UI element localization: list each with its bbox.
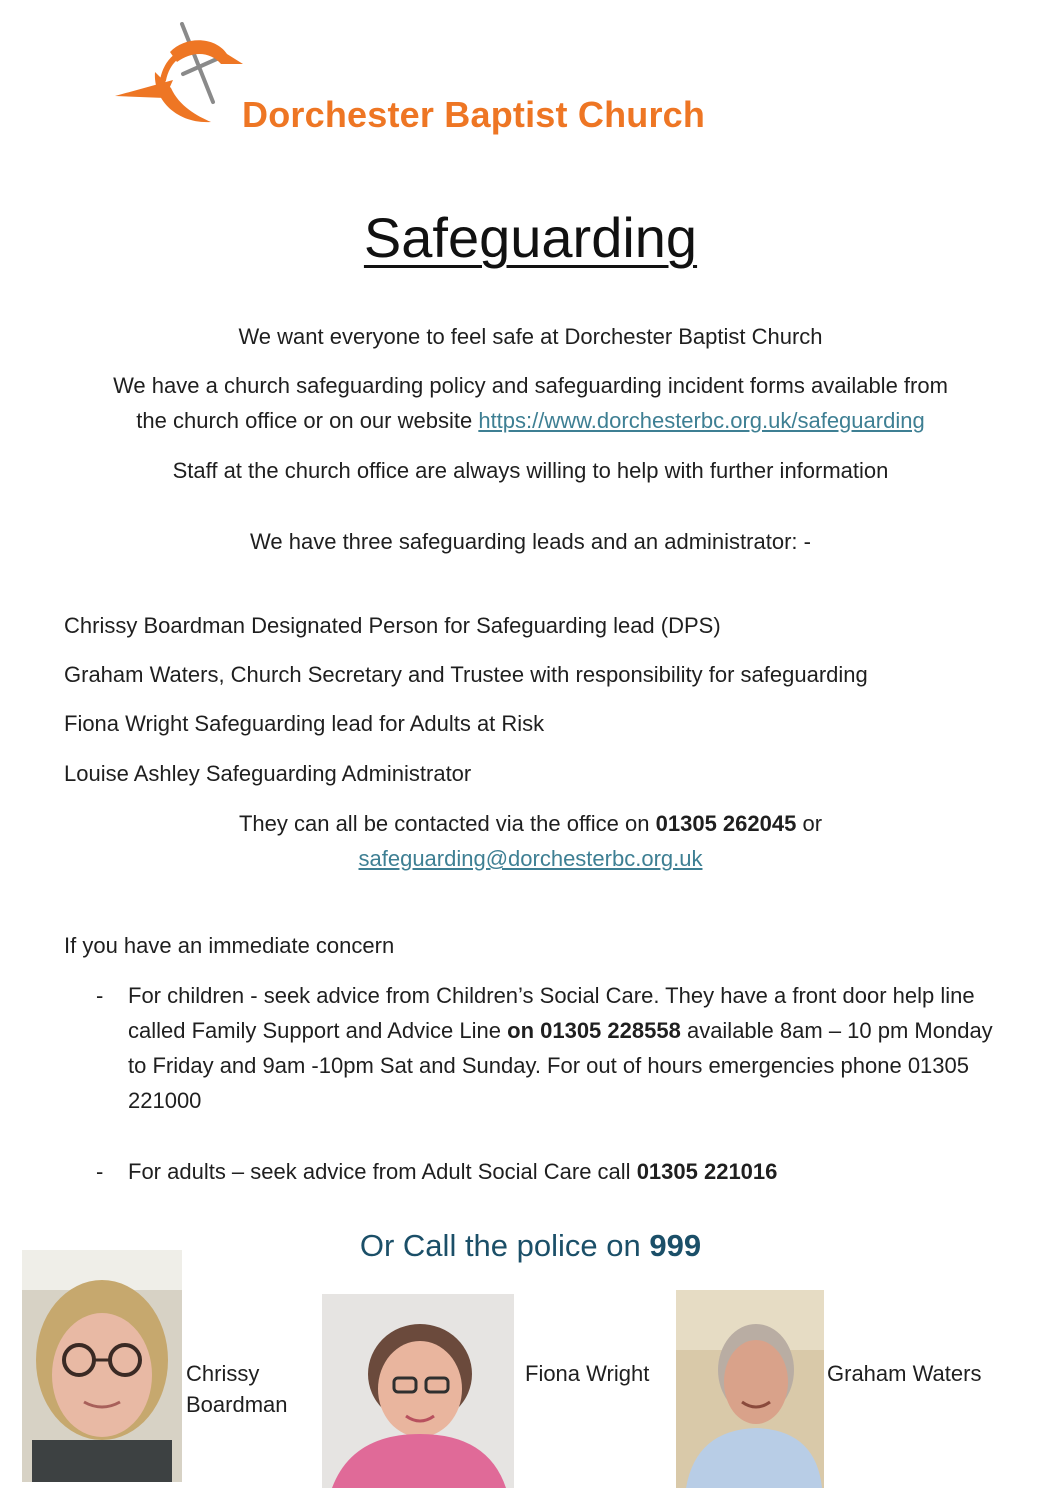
church-logo [115,22,715,135]
safeguarding-email-link[interactable]: safeguarding@dorchesterbc.org.uk [358,846,703,871]
children-advice-text: For children - seek advice from Children’s Social Care. They have a front door help line called Family Support and Advice Line [128,983,975,1043]
website-link[interactable]: https://www.dorchesterbc.org.uk/safeguarding [478,408,925,433]
church-name: Dorchester Baptist Church [242,94,706,135]
graham-waters-photo [676,1290,824,1488]
caption-line: Boardman [186,1392,288,1417]
children-advice [128,978,1008,1118]
adults-phone: 01305 221016 [636,1159,778,1184]
fiona-caption: Fiona Wright [525,1361,650,1386]
adults-advice [128,1154,1008,1189]
police-prefix: Or Call the police on [359,1228,641,1263]
contact-line [0,806,1061,841]
lead-item: Chrissy Boardman Designated Person for Safeguarding lead (DPS) [64,613,721,638]
children-helpline-phone: on 01305 228558 [507,1018,681,1043]
contact-prefix: They can all be contacted via the office on [238,811,650,836]
leads-intro-line: We have three safeguarding leads and an administrator: - [250,529,811,554]
caption-line: Chrissy [186,1361,260,1386]
fiona-wright-photo [322,1294,514,1488]
chrissy-boardman-photo [22,1250,182,1482]
policy-paragraph [0,368,1061,438]
page-title: Safeguarding [363,206,698,269]
policy-text: the church office or on our website [136,408,473,433]
graham-caption: Graham Waters [827,1361,982,1386]
bullet-marker: - [96,983,104,1008]
bullet-marker: - [96,1159,104,1184]
lead-item: Fiona Wright Safeguarding lead for Adults at Risk [64,711,545,736]
dove-cross-logo-icon [115,22,250,132]
policy-text-line: We have a church safeguarding policy and safeguarding incident forms available from [113,373,948,398]
contact-paragraph [0,806,1061,876]
adults-advice-text: For adults – seek advice from Adult Social Care call [128,1159,631,1184]
office-phone: 01305 262045 [655,811,797,836]
lead-item: Graham Waters, Church Secretary and Trustee with responsibility for safeguarding [64,662,868,687]
staff-help-line: Staff at the church office are always willing to help with further information [172,458,889,483]
police-number: 999 [649,1228,702,1263]
chrissy-caption [186,1358,288,1420]
policy-text-line-2 [0,403,1061,438]
children-advice-hours: available 8am – 10 pm Monday to Friday and 9am -10pm Sat and Sunday. For out of hours emergencies phone 01305 221000 [128,1018,993,1113]
contact-suffix: or [802,811,823,836]
intro-line: We want everyone to feel safe at Dorchester Baptist Church [238,324,823,349]
lead-item: Louise Ashley Safeguarding Administrator [64,761,472,786]
concern-heading: If you have an immediate concern [64,933,395,958]
